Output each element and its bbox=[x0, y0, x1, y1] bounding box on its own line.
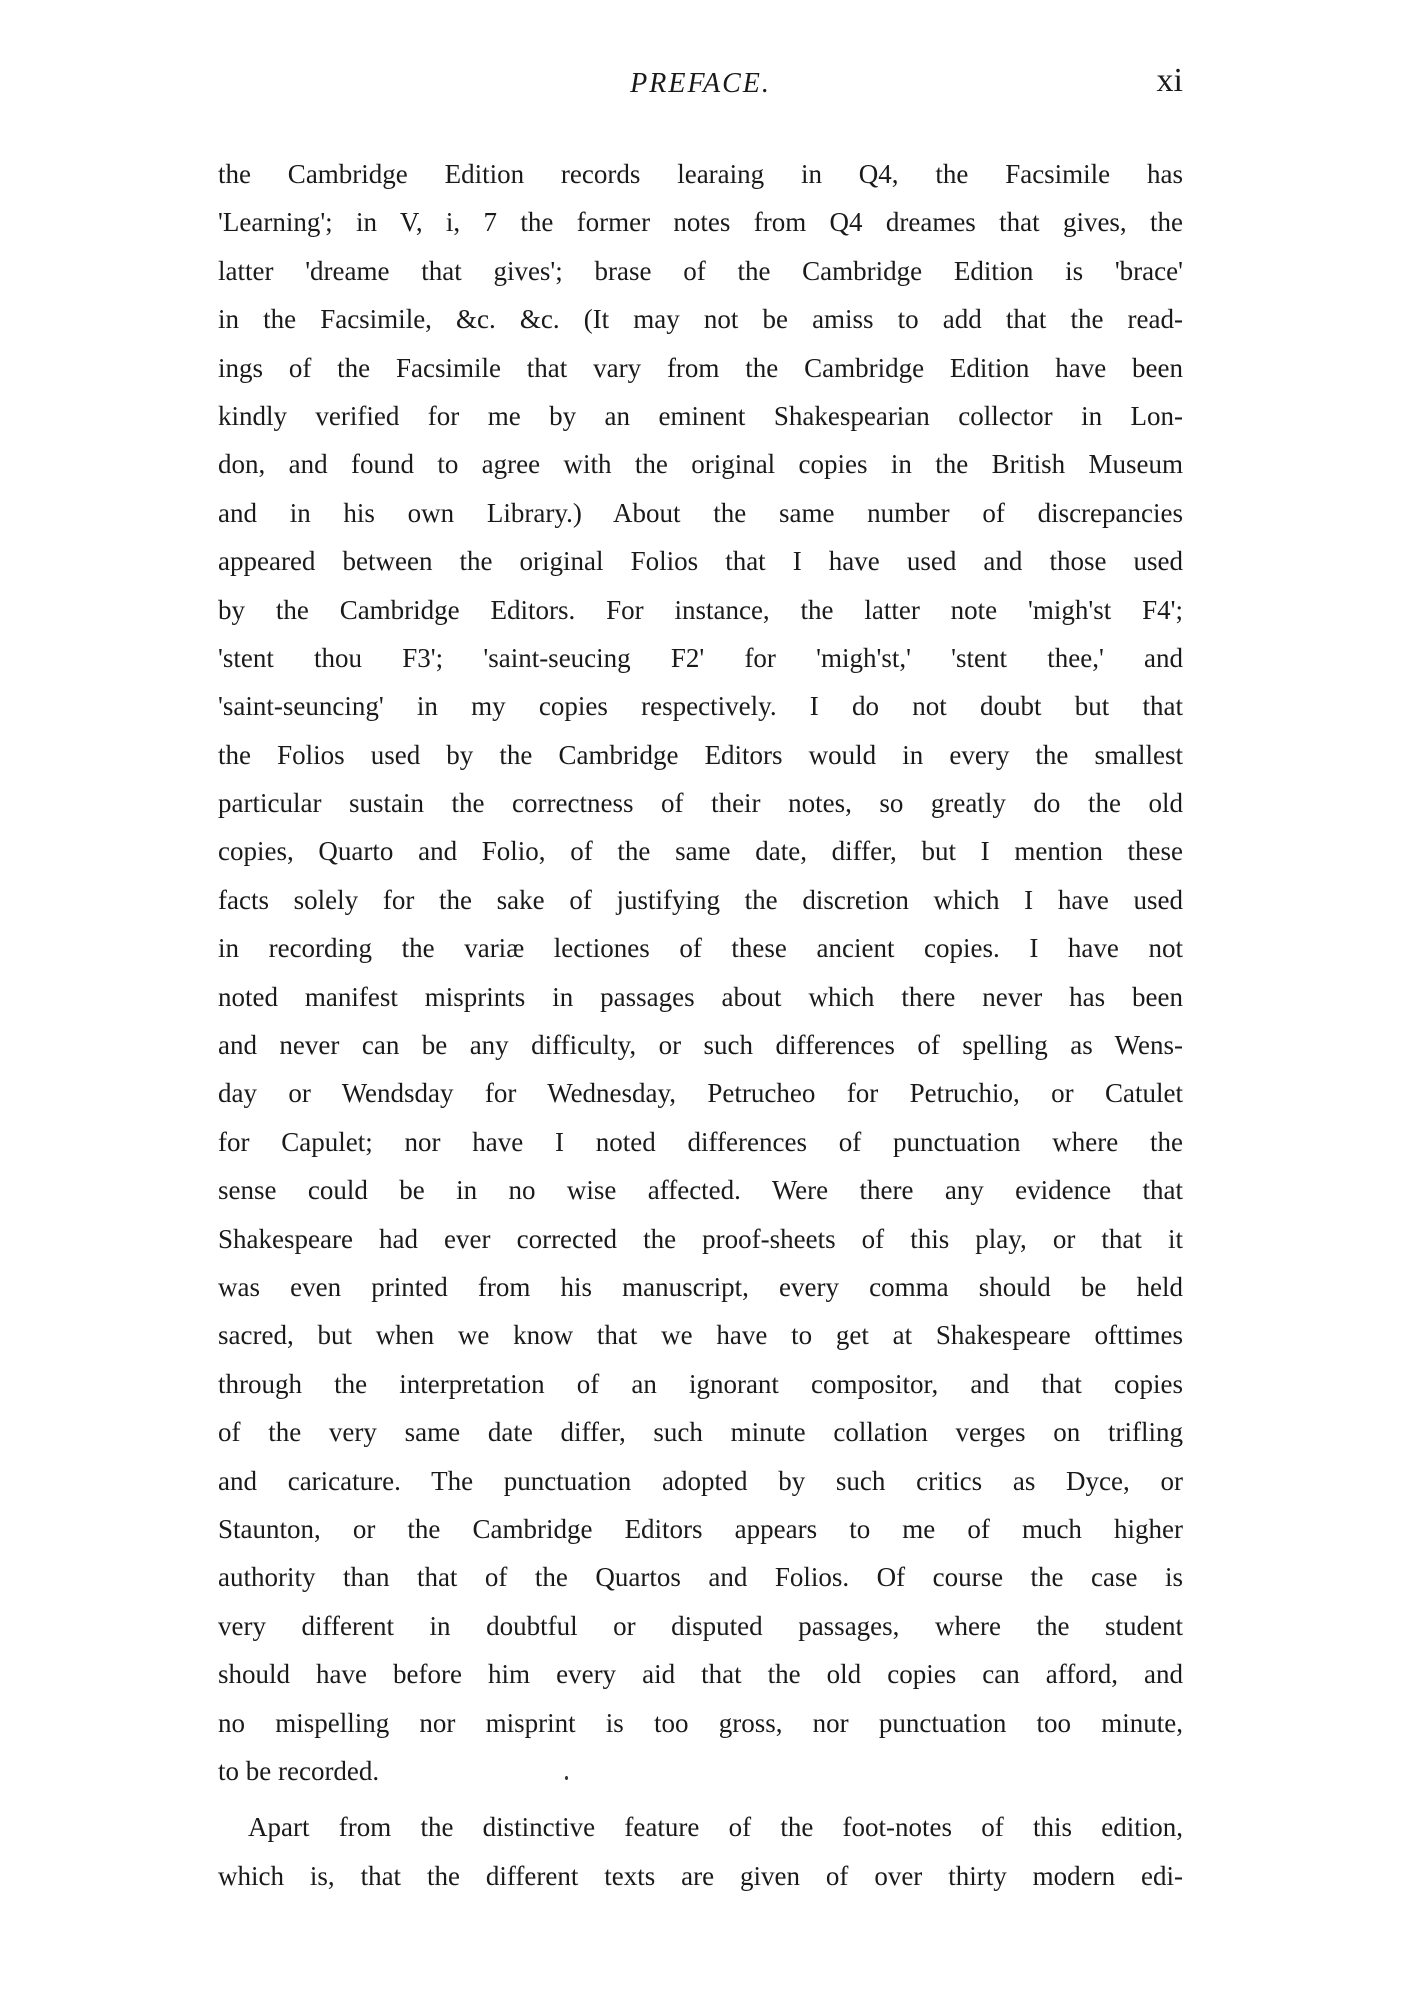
text-line: 'saint-seuncing' in my copies respectively. I do not doubt but that bbox=[218, 691, 1183, 722]
text-line: authority than that of the Quartos and Folios. Of course the case is bbox=[218, 1562, 1183, 1593]
text-line: no mispelling nor misprint is too gross, nor punctuation too minute, bbox=[218, 1707, 1183, 1738]
text-line: which is, that the different texts are given of over thirty modern edi- bbox=[218, 1860, 1183, 1891]
text-line: facts solely for the sake of justifying the discretion which I have used bbox=[218, 884, 1183, 915]
text-line: by the Cambridge Editors. For instance, the latter note 'migh'st F4'; bbox=[218, 594, 1183, 625]
text-line: Apart from the distinctive feature of the foot-notes of this edition, bbox=[248, 1812, 1183, 1843]
text-line: and never can be any difficulty, or such differences of spelling as Wens- bbox=[218, 1030, 1183, 1061]
text-line: ings of the Facsimile that vary from the Cambridge Edition have been bbox=[218, 352, 1183, 383]
paragraph bbox=[218, 1803, 1183, 1900]
page-number: xi bbox=[1156, 62, 1183, 99]
text-line: latter 'dreame that gives'; brase of the Cambridge Edition is 'brace' bbox=[218, 255, 1183, 286]
running-title: PREFACE. bbox=[630, 68, 771, 99]
body-text bbox=[218, 150, 1183, 1900]
text-line: Shakespeare had ever corrected the proof-sheets of this play, or that it bbox=[218, 1223, 1183, 1254]
text-line: for Capulet; nor have I noted differences of punctuation where the bbox=[218, 1126, 1183, 1157]
text-line: in recording the variæ lectiones of these ancient copies. I have not bbox=[218, 933, 1183, 964]
text-line: 'Learning'; in V, i, 7 the former notes from Q4 dreames that gives, the bbox=[218, 207, 1183, 238]
text-line: appeared between the original Folios that I have used and those used bbox=[218, 546, 1183, 577]
text-line: and in his own Library.) About the same number of discrepancies bbox=[218, 497, 1183, 528]
text-line: through the interpretation of an ignorant compositor, and that copies bbox=[218, 1368, 1183, 1399]
text-line: the Folios used by the Cambridge Editors would in every the smallest bbox=[218, 739, 1183, 770]
text-line: sense could be in no wise affected. Were there any evidence that bbox=[218, 1175, 1183, 1206]
text-line: don, and found to agree with the original copies in the British Museum bbox=[218, 449, 1183, 480]
text-line: Staunton, or the Cambridge Editors appears to me of much higher bbox=[218, 1513, 1183, 1544]
text-line: was even printed from his manuscript, every comma should be held bbox=[218, 1271, 1183, 1302]
text-line: to be recorded. bbox=[218, 1755, 380, 1786]
text-line: and caricature. The punctuation adopted by such critics as Dyce, or bbox=[218, 1465, 1183, 1496]
print-speck bbox=[565, 1776, 568, 1780]
text-line: in the Facsimile, &c. &c. (It may not be amiss to add that the read- bbox=[218, 304, 1183, 335]
text-line: 'stent thou F3'; 'saint-seucing F2' for 'migh'st,' 'stent thee,' and bbox=[218, 642, 1183, 673]
running-head bbox=[218, 62, 1183, 120]
text-line: sacred, but when we know that we have to get at Shakespeare ofttimes bbox=[218, 1320, 1183, 1351]
text-line: day or Wendsday for Wednesday, Petrucheo for Petruchio, or Catulet bbox=[218, 1078, 1183, 1109]
text-line: very different in doubtful or disputed passages, where the student bbox=[218, 1610, 1183, 1641]
paragraph bbox=[218, 150, 1183, 1795]
text-line: should have before him every aid that the old copies can afford, and bbox=[218, 1659, 1183, 1690]
text-line: the Cambridge Edition records learaing in Q4, the Facsimile has bbox=[218, 159, 1183, 189]
text-line: copies, Quarto and Folio, of the same date, differ, but I mention these bbox=[218, 836, 1183, 867]
text-line: particular sustain the correctness of their notes, so greatly do the old bbox=[218, 788, 1183, 819]
text-line: noted manifest misprints in passages about which there never has been bbox=[218, 981, 1183, 1012]
text-line: of the very same date differ, such minute collation verges on trifling bbox=[218, 1417, 1183, 1448]
text-line: kindly verified for me by an eminent Shakespearian collector in Lon- bbox=[218, 400, 1183, 431]
